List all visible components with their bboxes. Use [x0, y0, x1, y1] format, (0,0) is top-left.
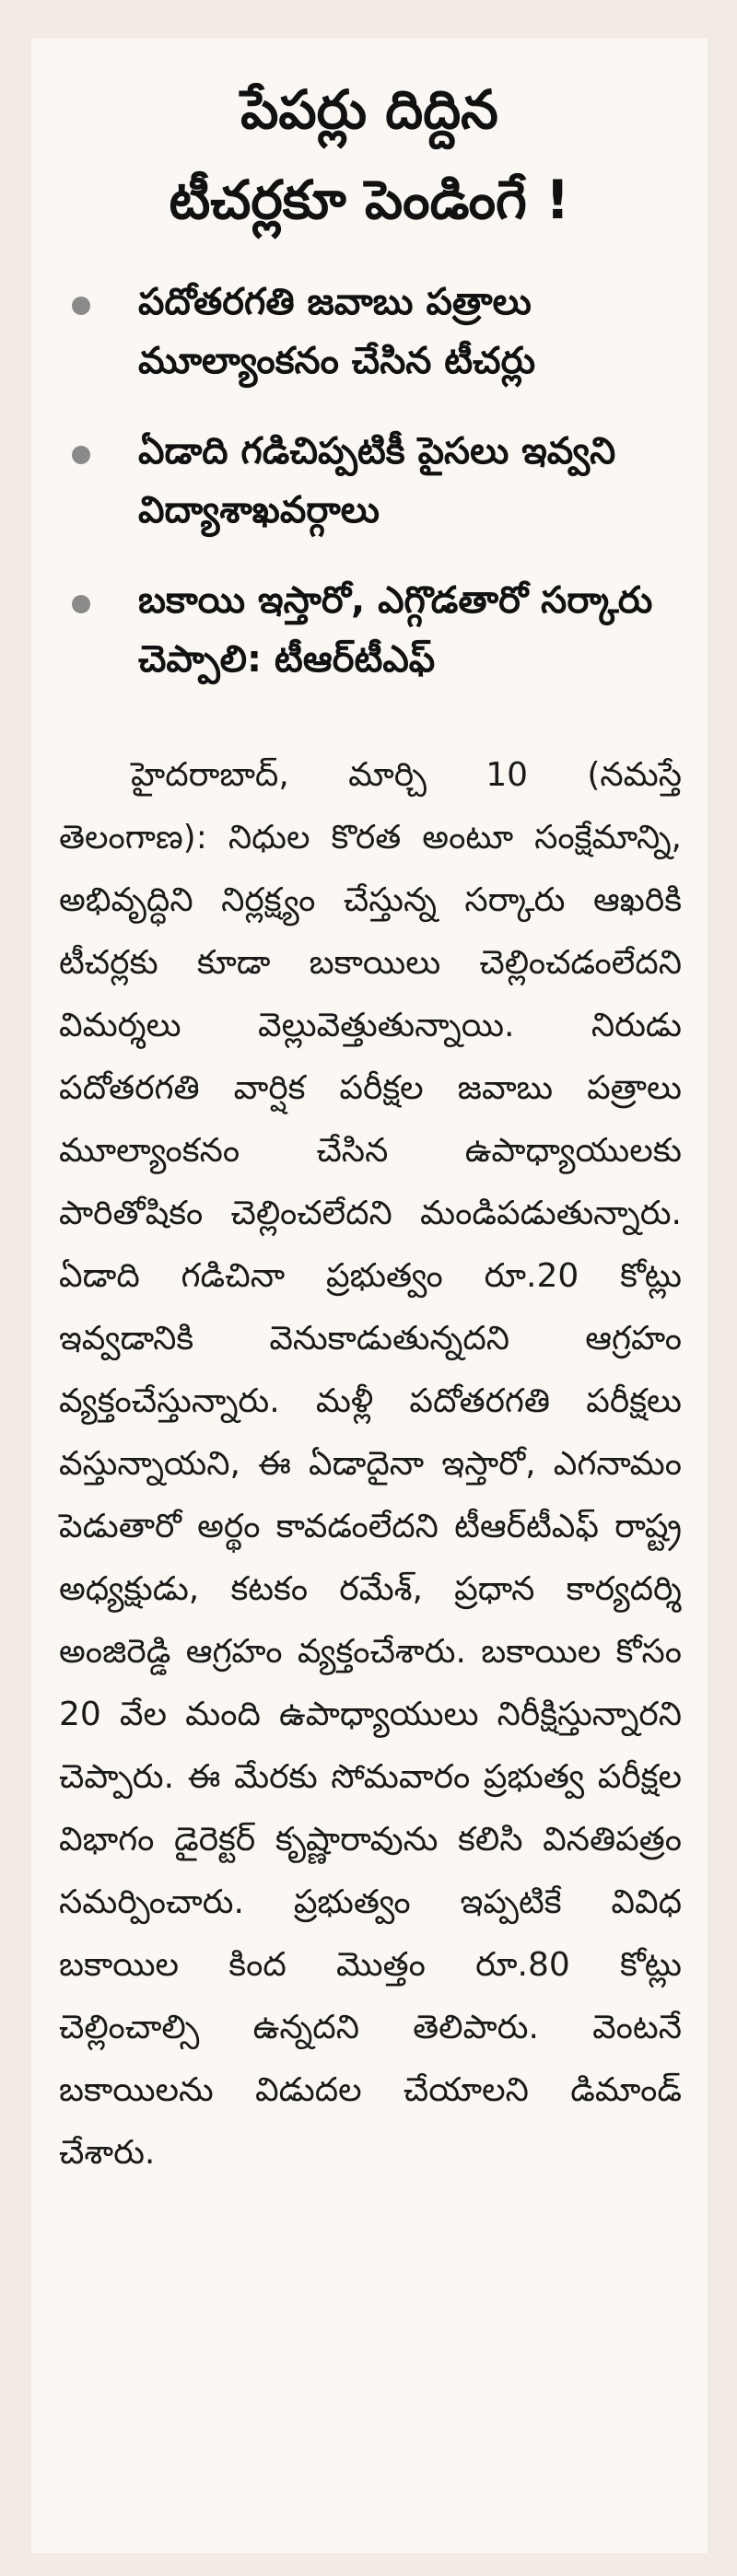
highlight-text: బకాయి ఇస్తారో, ఎగ్గొడతారో సర్కారు చెప్పాలి: టీఆర్‌టీఎఫ్	[138, 579, 653, 681]
headline-line-1: పేపర్లు దిద్దిన	[240, 78, 498, 141]
highlight-item	[72, 571, 708, 689]
highlight-item	[72, 422, 708, 540]
highlight-item	[72, 273, 708, 390]
highlight-text: ఏడాది గడిచిప్పటికీ పైసలు ఇవ్వని విద్యాశాఖవర్గాలు	[138, 430, 616, 531]
article-body: హైదరాబాద్, మార్చి 10 (నమస్తే తెలంగాణ): నిధుల కొరత అంటూ సంక్షేమాన్ని, అభివృద్ధిని నిర్లక్ష్యం చేస్తున్న సర్కారు ఆఖరికి టీచర్లకు కూడా బకాయిలు చెల్లించడంలేదని విమర్శలు వెల్లువెత్తుతున్నాయి. నిరుడు పదోతరగతి వార్షిక పరీక్షల జవాబు పత్రాలు మూల్యాంకనం చేసిన ఉపాధ్యాయులకు పారితోషికం చెల్లించలేదని మండిపడుతున్నారు. ఏడాది గడిచినా ప్రభుత్వం రూ.20 కోట్లు ఇవ్వడానికి వెనుకాడుతున్నదని ఆగ్రహం వ్యక్తంచేస్తున్నారు. మళ్లీ పదోతరగతి పరీక్షలు వస్తున్నాయని, ఈ ఏడాదైనా ఇస్తారో, ఎగనామం పెడుతారో అర్థం కావడంలేదని టీఆర్‌టీఎఫ్ రాష్ట్ర అధ్యక్షుడు, కటకం రమేశ్, ప్రధాన కార్యదర్శి అంజిరెడ్డి ఆగ్రహం వ్యక్తంచేశారు. బకాయిల కోసం 20 వేల మంది ఉపాధ్యాయులు నిరీక్షిస్తున్నారని చెప్పారు. ఈ మేరకు సోమవారం ప్రభుత్వ పరీక్షల విభాగం డైరెక్టర్ కృష్ణారావును కలిసి వినతిపత్రం సమర్పించారు. ప్రభుత్వం ఇప్పటికే వివిధ బకాయిల కింద మొత్తం రూ.80 కోట్లు చెల్లించాల్సి ఉన్నదని తెలిపారు. వెంటనే బకాయిలను విడుదల చేయాలని డిమాండ్ చేశారు.	[59, 756, 682, 2172]
news-clipping	[31, 39, 708, 2553]
headline-line-2: టీచర్లకూ పెండింగే !	[169, 169, 570, 231]
bullet-dot-icon	[72, 595, 90, 613]
bullet-dot-icon	[72, 446, 90, 464]
headline	[31, 64, 708, 245]
highlight-text: పదోతరగతి జవాబు పత్రాలు మూల్యాంకనం చేసిన టీచర్లు	[138, 281, 536, 382]
highlights-list	[31, 273, 708, 689]
bullet-dot-icon	[72, 297, 90, 315]
